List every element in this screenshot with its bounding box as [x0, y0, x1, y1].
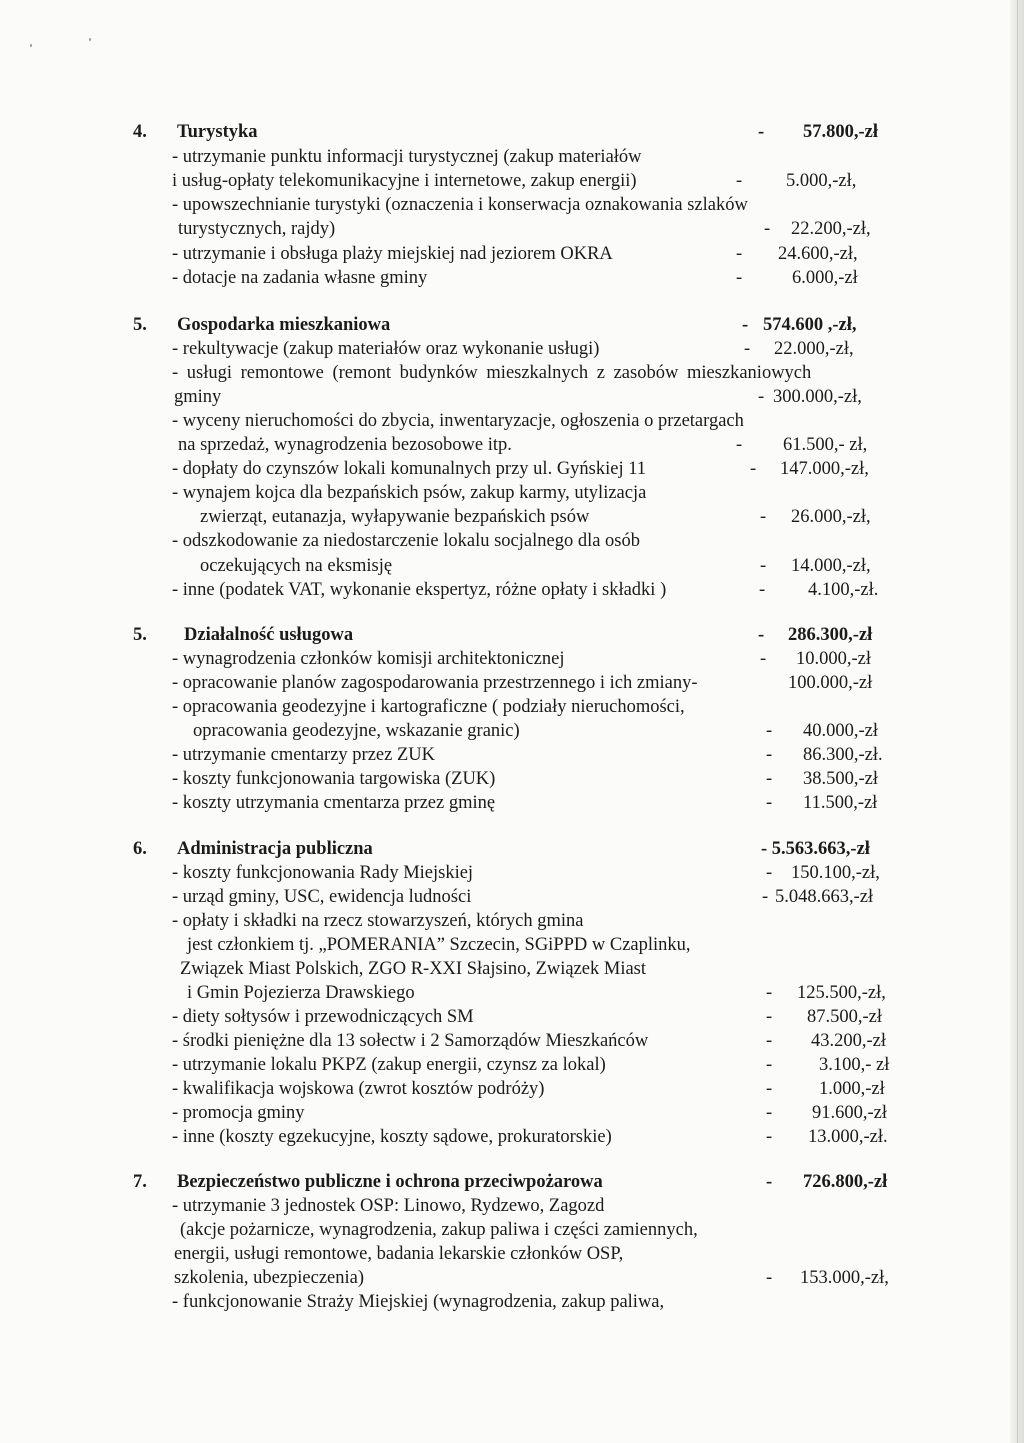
- section-heading: Administracja publiczna: [177, 839, 373, 859]
- line-text: (akcje pożarnicze, wynagrodzenia, zakup paliwa i części zamiennych,: [180, 1220, 698, 1240]
- line-text: jest członkiem tj. „POMERANIA” Szczecin, SGiPPD w Czaplinku,: [187, 935, 691, 955]
- amount-dash: -: [766, 793, 773, 813]
- amount: 125.500,-zł,: [797, 983, 886, 1003]
- amount: 150.100,-zł,: [791, 863, 880, 883]
- line-text: i Gmin Pojezierza Drawskiego: [187, 983, 415, 1003]
- line-text: turystycznych, rajdy): [178, 219, 336, 239]
- amount: 40.000,-zł: [803, 721, 879, 741]
- page-edge-line: [1017, 0, 1018, 1443]
- amount: 87.500,-zł: [807, 1007, 883, 1027]
- line-text: - utrzymanie punktu informacji turystycznej (zakup materiałów: [172, 147, 642, 167]
- section-number: 7.: [133, 1172, 147, 1192]
- amount-dash: -: [766, 983, 773, 1003]
- line-text: szkolenia, ubezpieczenia): [174, 1268, 365, 1288]
- amount-dash: -: [766, 745, 773, 765]
- line-text: - funkcjonowanie Straży Miejskiej (wynagrodzenia, zakup paliwa,: [172, 1292, 665, 1312]
- section-number: 6.: [133, 839, 147, 859]
- line-text: - utrzymanie lokalu PKPZ (zakup energii, czynsz za lokal): [172, 1055, 606, 1075]
- amount-dash: -: [736, 268, 743, 288]
- line-text: oczekujących na eksmisję: [200, 556, 393, 576]
- line-text: - dopłaty do czynszów lokali komunalnych przy ul. Gyńskiej 11: [172, 459, 647, 479]
- amount-dash: -: [766, 1007, 773, 1027]
- line-text: - odszkodowanie za niedostarczenie lokalu socjalnego dla osób: [172, 531, 640, 551]
- line-text: opracowania geodezyjne, wskazanie granic): [193, 721, 520, 741]
- amount: 147.000,-zł,: [780, 459, 869, 479]
- section-heading: Działalność usługowa: [184, 625, 354, 645]
- amount-dash: -: [736, 435, 743, 455]
- amount-dash: -: [766, 1079, 773, 1099]
- amount: 86.300,-zł.: [803, 745, 883, 765]
- line-text: Związek Miast Polskich, ZGO R-XXI Słajsino, Związek Miast: [180, 959, 647, 979]
- amount: 38.500,-zł: [803, 769, 879, 789]
- scan-speck: [89, 38, 91, 41]
- amount-dash: -: [758, 625, 765, 645]
- amount-dash: -: [762, 887, 769, 907]
- amount: 11.500,-zł: [803, 793, 878, 813]
- line-text: - kwalifikacja wojskowa (zwrot kosztów podróży): [172, 1079, 545, 1099]
- amount-dash: -: [766, 1268, 773, 1288]
- amount: 14.000,-zł,: [791, 556, 871, 576]
- amount: 3.100,- zł: [819, 1055, 890, 1075]
- amount-dash: -: [766, 863, 773, 883]
- line-text: - upowszechnianie turystyki (oznaczenia i konserwacja oznakowania szlaków: [172, 195, 748, 215]
- amount: 61.500,- zł,: [783, 435, 868, 455]
- scan-speck: [30, 44, 32, 47]
- amount: 1.000,-zł: [819, 1079, 885, 1099]
- amount: 300.000,-zł,: [773, 387, 862, 407]
- amount-dash: -: [736, 171, 743, 191]
- amount: 5.048.663,-zł: [775, 887, 874, 907]
- section-heading: Turystyka: [177, 122, 258, 142]
- line-text: - inne (koszty egzekucyjne, koszty sądowe, prokuratorskie): [172, 1127, 612, 1147]
- amount-dash: -: [766, 1127, 773, 1147]
- line-text: - utrzymanie 3 jednostek OSP: Linowo, Rydzewo, Zagozd: [172, 1196, 605, 1216]
- amount: 22.000,-zł,: [774, 339, 854, 359]
- line-text: - promocja gminy: [172, 1103, 305, 1123]
- line-text: - usługi remontowe (remont budynków mieszkalnych z zasobów mieszkaniowych: [172, 363, 812, 383]
- section-number: 4.: [133, 122, 147, 142]
- line-text: energii, usługi remontowe, badania lekarskie członków OSP,: [174, 1244, 624, 1264]
- amount-dash: -: [766, 1055, 773, 1075]
- section-total: 726.800,-zł: [803, 1172, 888, 1192]
- line-text: - koszty utrzymania cmentarza przez gminę: [172, 793, 496, 813]
- section-heading: Bezpieczeństwo publiczne i ochrona przeciwpożarowa: [177, 1172, 603, 1192]
- amount-dash: -: [766, 1031, 773, 1051]
- line-text: - wynajem kojca dla bezpańskich psów, zakup karmy, utylizacja: [172, 483, 647, 503]
- line-text: - inne (podatek VAT, wykonanie ekspertyz, różne opłaty i składki ): [172, 580, 667, 600]
- amount-dash: -: [744, 339, 751, 359]
- amount: 91.600,-zł: [812, 1103, 888, 1123]
- amount: 43.200,-zł: [811, 1031, 887, 1051]
- amount: 22.200,-zł,: [791, 219, 871, 239]
- amount: 100.000,-zł: [788, 673, 873, 693]
- line-text: - koszty funkcjonowania targowiska (ZUK): [172, 769, 496, 789]
- line-text: - rekultywacje (zakup materiałów oraz wykonanie usługi): [172, 339, 600, 359]
- amount: 6.000,-zł: [792, 268, 858, 288]
- line-text: - dotacje na zadania własne gminy: [172, 268, 428, 288]
- amount: 26.000,-zł,: [791, 507, 871, 527]
- amount-dash: -: [758, 387, 765, 407]
- amount: 10.000,-zł: [796, 649, 872, 669]
- amount-dash: -: [759, 580, 766, 600]
- amount: 153.000,-zł,: [800, 1268, 889, 1288]
- amount-dash: -: [736, 244, 743, 264]
- amount-dash: -: [766, 721, 773, 741]
- amount-dash: -: [766, 1103, 773, 1123]
- line-text: - wyceny nieruchomości do zbycia, inwentaryzacje, ogłoszenia o przetargach: [172, 411, 744, 431]
- amount-dash: -: [766, 769, 773, 789]
- line-text: gminy: [174, 387, 222, 407]
- amount: 24.600,-zł,: [778, 244, 858, 264]
- line-text: - koszty funkcjonowania Rady Miejskiej: [172, 863, 474, 883]
- section-total: 57.800,-zł: [803, 122, 879, 142]
- amount-dash: -: [750, 459, 757, 479]
- section-heading: Gospodarka mieszkaniowa: [177, 315, 391, 335]
- amount-dash: -: [758, 122, 765, 142]
- line-text: - urząd gminy, USC, ewidencja ludności: [172, 887, 472, 907]
- line-text: zwierząt, eutanazja, wyłapywanie bezpańskich psów: [200, 507, 590, 527]
- line-text: - opracowania geodezyjne i kartograficzne ( podziały nieruchomości,: [172, 697, 685, 717]
- section-number: 5.: [133, 315, 147, 335]
- amount-dash: -: [764, 219, 771, 239]
- section-total: 286.300,-zł: [788, 625, 873, 645]
- line-text: na sprzedaż, wynagrodzenia bezosobowe itp.: [178, 435, 512, 455]
- line-text: - środki pieniężne dla 13 sołectw i 2 Samorządów Mieszkańców: [172, 1031, 649, 1051]
- line-text: - diety sołtysów i przewodniczących SM: [172, 1007, 474, 1027]
- line-text: i usług-opłaty telekomunikacyjne i internetowe, zakup energii): [172, 171, 637, 191]
- amount-dash: -: [760, 649, 767, 669]
- amount-dash: -: [760, 507, 767, 527]
- line-text: - opracowanie planów zagospodarowania przestrzennego i ich zmiany-: [172, 673, 698, 693]
- line-text: - wynagrodzenia członków komisji architektonicznej: [172, 649, 565, 669]
- amount-dash: -: [766, 1172, 773, 1192]
- section-total: 574.600 ,-zł,: [763, 315, 857, 335]
- line-text: - utrzymanie cmentarzy przez ZUK: [172, 745, 435, 765]
- amount: 13.000,-zł.: [808, 1127, 888, 1147]
- line-text: - opłaty i składki na rzecz stowarzyszeń, których gmina: [172, 911, 584, 931]
- line-text: - utrzymanie i obsługa plaży miejskiej nad jeziorem OKRA: [172, 244, 613, 264]
- amount-dash: -: [760, 556, 767, 576]
- amount: 4.100,-zł.: [808, 580, 879, 600]
- amount-dash: -: [742, 315, 749, 335]
- section-number: 5.: [133, 625, 147, 645]
- section-total: - 5.563.663,-zł: [761, 839, 870, 859]
- amount: 5.000,-zł,: [786, 171, 857, 191]
